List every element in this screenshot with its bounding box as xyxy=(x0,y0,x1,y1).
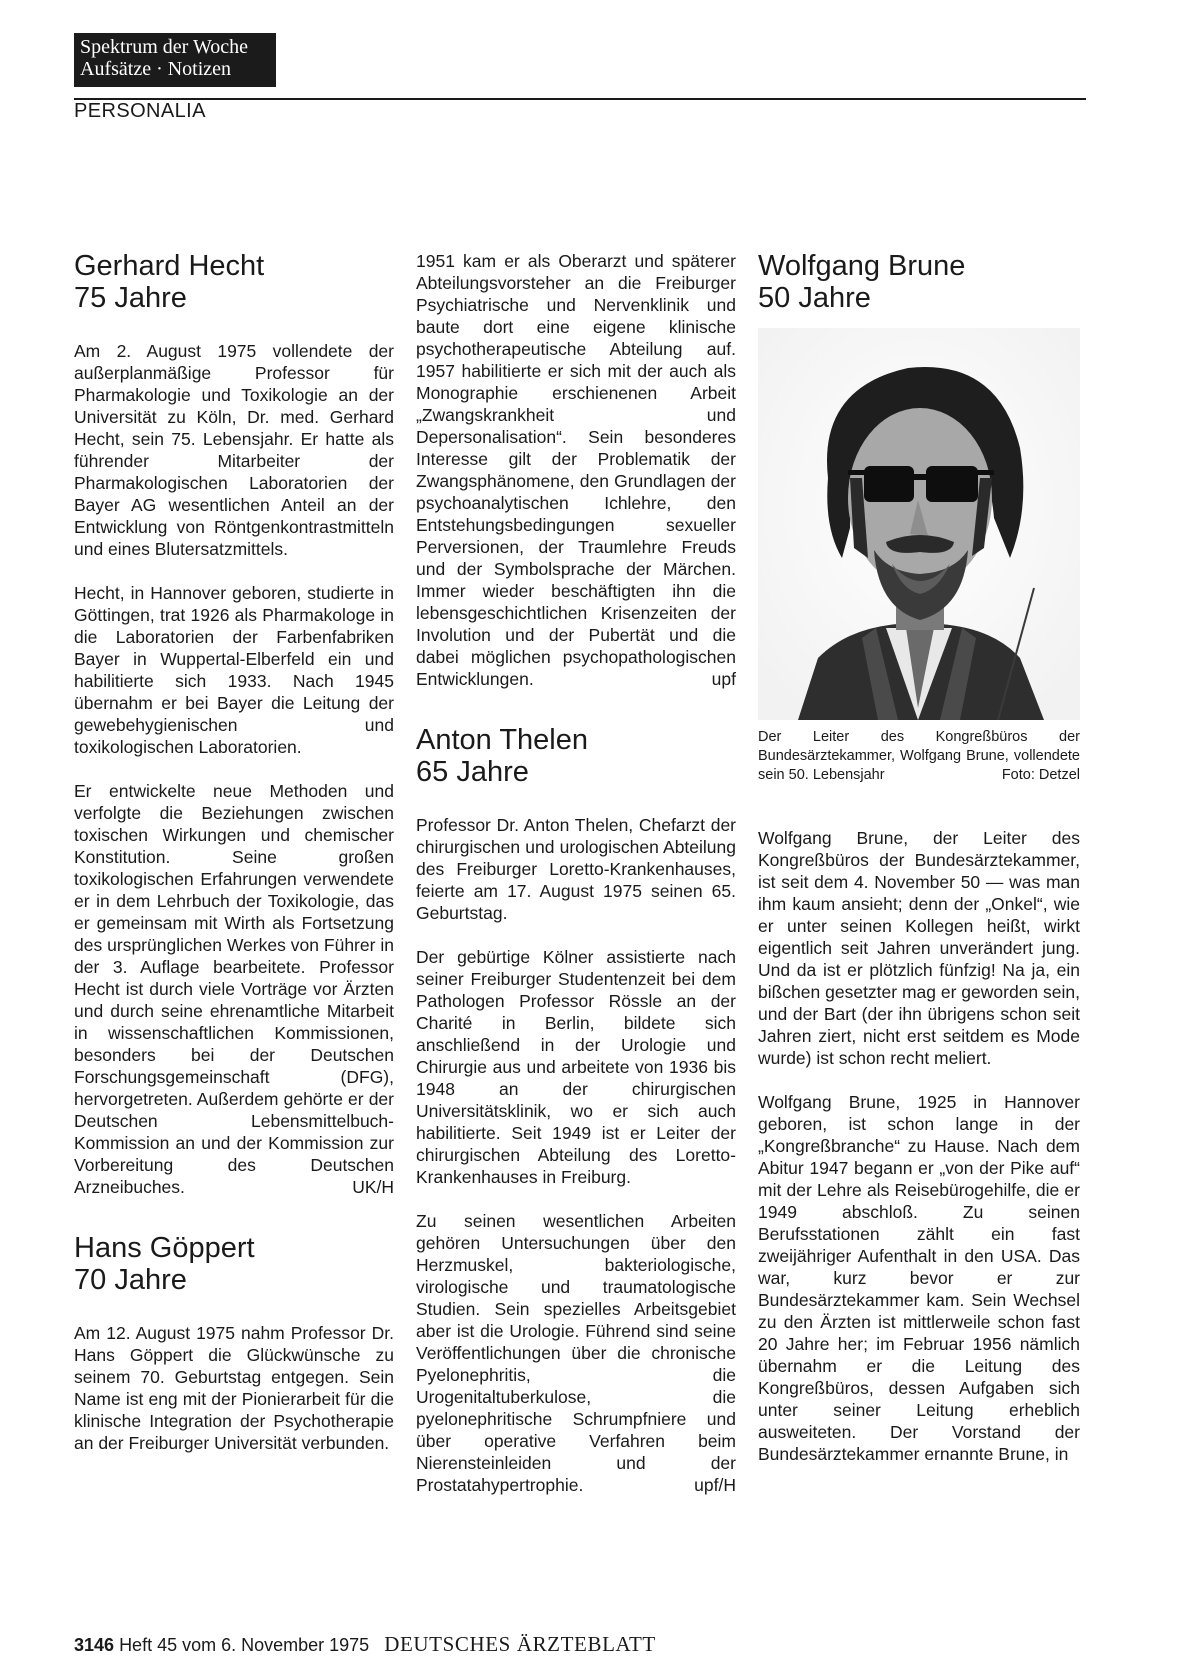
person-name: Hans Göppert xyxy=(74,1232,255,1264)
person-name: Gerhard Hecht xyxy=(74,250,265,282)
column-3 xyxy=(758,250,1080,1465)
person-name: Anton Thelen xyxy=(416,724,588,756)
paragraph-text: 1951 kam er als Oberarzt und späterer Abteilungsvorsteher an die Freiburger Psychiatrische und Nervenklinik und baute dort eine eigene klinische psychotherapeutische Abteilung auf. 1957 habilitierte er sich mit der auch als Monographie erschienenen Arbeit „Zwangskrankheit und Depersonalisation“. Sein besonderes Interesse gilt der Problematik der Zwangsphänomene, den Grundlagen der psychoanalytischen Ichlehre, den Entstehungsbedingungen sexueller Perversionen, der Traumlehre Freuds und der Symbolsprache der Märchen. Immer wieder beschäftigten ihn die lebensgeschichtlichen Krisenzeiten der Involution und der Pubertät und die dabei möglichen psychopathologischen Entwicklungen. xyxy=(416,251,736,689)
person-age: 70 Jahre xyxy=(74,1264,187,1296)
author-signature: upf xyxy=(711,669,736,689)
paragraph: Hecht, in Hannover geboren, studierte in Göttingen, trat 1926 als Pharmakologe in die Laboratorien der Farbenfabriken Bayer in Wuppertal-Elberfeld ein und habilitierte sich 1933. Nach 1945 übernahm er bei Bayer die Leitung der gewebehygienischen und toxikologischen Laboratorien. xyxy=(74,583,394,757)
article-heading xyxy=(74,1232,394,1296)
paragraph-continued xyxy=(416,250,736,690)
person-age: 65 Jahre xyxy=(416,756,529,788)
paragraph: Wolfgang Brune, 1925 in Hannover geboren, ist schon lange in der „Kongreßbranche“ zu Hause. Nach dem Abitur 1947 begann er „von der Pike auf“ mit der Lehre als Reisebürogehilfe, die er 1949 abschloß. Zu seinen Berufsstationen zählt ein fast zweijähriger Aufenthalt in den USA. Das war, kurz bevor er zur Bundesärztekammer kam. Sein Wechsel zu den Ärzten ist mittlerweile schon fast 20 Jahre her; im Februar 1956 nämlich übernahm er die Leitung des Kongreßbüros, dessen Aufgaben sich unter seiner Leitung erheblich ausweiteten. Der Vorstand der Bundesärztekammer ernannte Brune, in xyxy=(758,1092,1080,1464)
section-box-line1: Spektrum der Woche xyxy=(80,36,248,58)
paragraph xyxy=(416,1210,736,1496)
person-name: Wolfgang Brune xyxy=(758,250,966,282)
paragraph: Professor Dr. Anton Thelen, Chefarzt der chirurgischen und urologischen Abteilung des Freiburger Loretto-Krankenhauses, feierte am 17. August 1975 seinen 65. Geburtstag. xyxy=(416,815,736,923)
caption-text: Der Leiter des Kongreßbüros der Bundesärztekammer, Wolfgang Brune, vollendete sein 50. Lebensjahr xyxy=(758,729,1080,783)
section-box-line2: Aufsätze · Notizen xyxy=(80,58,232,80)
article-heading xyxy=(416,724,736,788)
author-signature: upf/H xyxy=(694,1475,736,1495)
person-age: 50 Jahre xyxy=(758,282,871,314)
portrait-photo-icon xyxy=(758,328,1080,720)
journal-name: DEUTSCHES ÄRZTEBLATT xyxy=(384,1632,656,1656)
article-goeppert xyxy=(74,1232,394,1454)
article-thelen xyxy=(416,724,736,1496)
column-1 xyxy=(74,250,394,1454)
article-brune xyxy=(758,250,1080,1465)
article-heading xyxy=(74,250,394,314)
person-age: 75 Jahre xyxy=(74,282,187,314)
paragraph xyxy=(74,780,394,1198)
paragraph: Am 2. August 1975 vollendete der außerplanmäßige Professor für Pharmakologie und Toxikologie an der Universität zu Köln, Dr. med. Gerhard Hecht, sein 75. Lebensjahr. Er hatte als führender Mitarbeiter der Pharmakologischen Laboratorien der Bayer AG wesentlichen Anteil an der Entwicklung von Röntgenkontrastmitteln und eines Blutersatzmittels. xyxy=(74,341,394,559)
paragraph: Wolfgang Brune, der Leiter des Kongreßbüros der Bundesärztekammer, ist seit dem 4. November 50 — was man ihm kaum ansieht; denn der „Onkel“, wie er unter seinen Kollegen heißt, wirkt eigentlich seit Jahren unverändert jung. Und da ist er plötzlich fünfzig! Na ja, ein bißchen gesetzter mag er geworden sein, und der Bart (der ihn übrigens schon seit Jahren ziert, nicht erst seitdem es Mode wurde) ist schon recht meliert. xyxy=(758,828,1080,1068)
page-footer xyxy=(74,1632,656,1657)
article-hecht xyxy=(74,250,394,1198)
issue-info: Heft 45 vom 6. November 1975 xyxy=(119,1635,370,1655)
section-title: PERSONALIA xyxy=(74,100,206,122)
page-number: 3146 xyxy=(74,1635,115,1655)
header-rule xyxy=(74,98,1086,100)
section-label-box xyxy=(74,33,276,87)
author-signature: UK/H xyxy=(352,1177,394,1197)
paragraph-text: Zu seinen wesentlichen Arbeiten gehören Untersuchungen über den Herzmuskel, bakteriologische, virologische und traumatologische Studien. Sein spezielles Arbeitsgebiet aber ist die Urologie. Führend sind seine Veröffentlichungen über die chronische Pyelonephritis, die Urogenitaltuberkulose, die pyelonephritische Schrumpfniere und über operative Verfahren beim Nierensteinleiden und der Prostatahypertrophie. xyxy=(416,1211,736,1495)
paragraph: Der gebürtige Kölner assistierte nach seiner Freiburger Studentenzeit bei dem Pathologen Professor Rössle an der Charité in Berlin, bildete sich anschließend in der Urologie und Chirurgie aus und arbeitete von 1936 bis 1948 an der chirurgischen Universitätsklinik, wo er sich auch habilitierte. Seit 1949 ist er Leiter der chirurgischen Abteilung des Loretto-Krankenhauses in Freiburg. xyxy=(416,947,736,1187)
paragraph: Am 12. August 1975 nahm Professor Dr. Hans Göppert die Glückwünsche zu seinem 70. Geburtstag entgegen. Sein Name ist eng mit der Pionierarbeit für die klinische Integration der Psychotherapie an der Freiburger Universität verbunden. xyxy=(74,1323,394,1453)
photo-caption xyxy=(758,728,1080,785)
paragraph-text: Er entwickelte neue Methoden und verfolgte die Beziehungen zwischen toxischen Wirkungen und chemischer Konstitution. Seine großen toxikologischen Erfahrungen verwendete er in dem Lehrbuch der Toxikologie, das er gemeinsam mit Wirth als Fortsetzung des ursprünglichen Werkes von Führer in der 3. Auflage bearbeitete. Professor Hecht ist durch viele Vorträge vor Ärzten und durch seine ehrenamtliche Mitarbeit in wissenschaftlichen Kommissionen, besonders bei der Deutschen Forschungsgemeinschaft (DFG), hervorgetreten. Außerdem gehörte er der Deutschen Lebensmittelbuch-Kommission an und der Kommission zur Vorbereitung des Deutschen Arzneibuches. xyxy=(74,781,394,1197)
column-2 xyxy=(416,250,736,1496)
photo-credit: Foto: Detzel xyxy=(1001,767,1080,783)
article-heading xyxy=(758,250,1080,314)
